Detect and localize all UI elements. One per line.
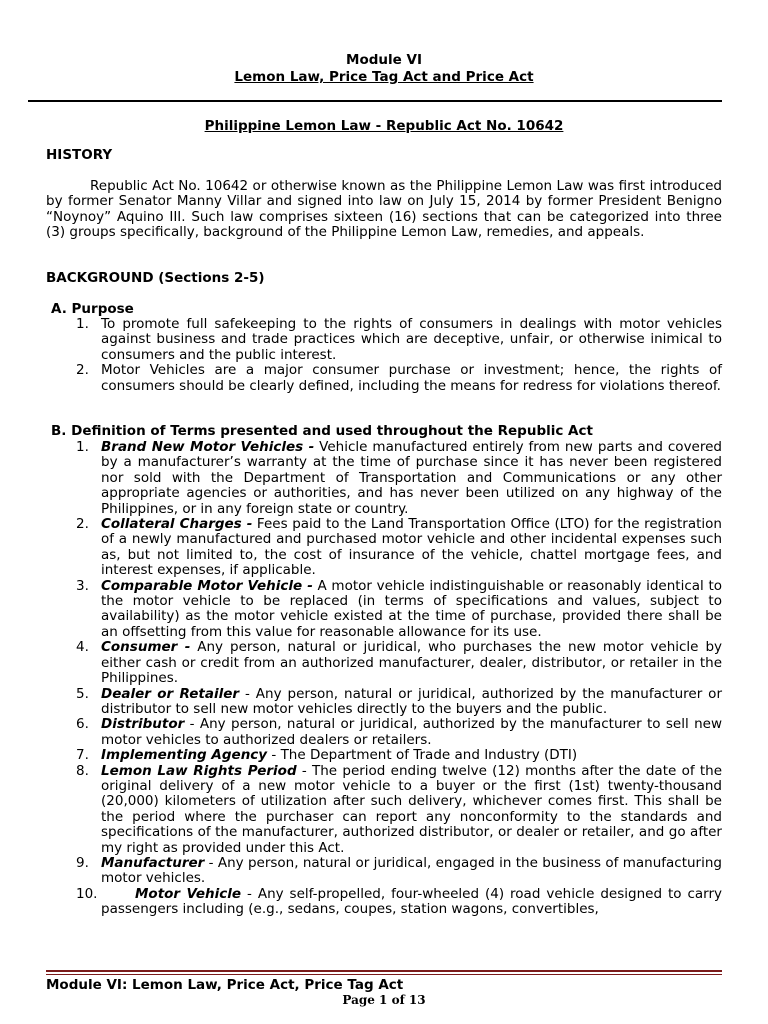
term-label: Consumer - [101,639,191,656]
purpose-list [46,317,722,394]
term-label: Implementing Agency [101,747,268,764]
section-subtitle: Philippine Lemon Law - Republic Act No. 10642 [204,118,564,134]
term-label: Manufacturer [101,854,205,871]
footer-divider-thin [46,974,722,975]
list-item: 10. Motor Vehicle - Any self-propelled, four-wheeled (4) road vehicle designed to carry passengers including (e.g., sedans, coupes, station wagons, convertibles, [76,885,722,918]
list-item: 1. Brand New Motor Vehicles - Vehicle manufactured entirely from new parts and covered by a manufacturer’s warranty at the time of purchase since it has never been registered nor sold with the Department of Transportation and Communications or any other appropriate agencies or authorities, and has never been utilized on any highway of the Philippines, or in any foreign state or country. [76,439,722,517]
footer-divider [46,970,722,972]
page-number: Page 1 of 13 [342,993,426,1007]
term-label: Comparable Motor Vehicle - [101,577,313,594]
purpose-heading: A. Purpose [51,301,134,317]
list-item: 7. Implementing Agency - The Department of Trade and Industry (DTI) [76,747,578,764]
definitions-heading: B. Definition of Terms presented and used throughout the Republic Act [51,423,593,439]
definitions-list [46,440,722,918]
footer-title: Module VI: Lemon Law, Price Act, Price Tag Act [46,977,404,993]
list-item: 5. Dealer or Retailer - Any person, natural or juridical, authorized by the manufacturer or distributor to sell new motor vehicles directly to the buyers and the public. [76,685,722,717]
list-item: 6. Distributor - Any person, natural or juridical, authorized by the manufacturer to sell new motor vehicles to authorized dealers or retailers. [76,716,722,748]
term-label: Lemon Law Rights Period [101,762,297,779]
module-title: Lemon Law, Price Tag Act and Price Act [234,69,534,85]
term-label: Dealer or Retailer [101,685,240,702]
module-number: Module VI [346,52,422,68]
list-item: 2. Collateral Charges - Fees paid to the Land Transportation Office (LTO) for the registration of a newly manufactured and purchased motor vehicle and other incidental expenses such as, but not limited to, the cost of insurance of the vehicle, chattel mortgage fees, and interest expenses, if applicable. [76,516,722,579]
header-divider [28,100,722,102]
background-heading: BACKGROUND (Sections 2-5) [46,270,265,286]
list-item: 1. To promote full safekeeping to the rights of consumers in dealings with motor vehicles against business and trade practices which are deceptive, unfair, or otherwise inimical to consumers and the public interest. [76,316,722,363]
term-label: Distributor [101,716,185,733]
list-item: 3. Comparable Motor Vehicle - A motor vehicle indistinguishable or reasonably identical to the motor vehicle to be replaced (in terms of specifications and values, subject to availability) as the motor vehicle existed at the time of purchase, provided there shall be an offsetting from this value for reasonable allowance for its use. [76,577,722,640]
history-paragraph: Republic Act No. 10642 or otherwise known as the Philippine Lemon Law was first introduced by former Senator Manny Villar and signed into law on July 15, 2014 by former President Benigno “Noynoy” Aquino III. Such law comprises sixteen (16) sections that can be categorized into three (3) groups specifically, background of the Philippine Lemon Law, remedies, and appeals. [46,178,722,241]
term-label: Motor Vehicle [135,885,242,902]
term-label: Brand New Motor Vehicles - [101,439,315,455]
list-item: 8. Lemon Law Rights Period - The period ending twelve (12) months after the date of the original delivery of a new motor vehicle to a buyer or the first (1st) twenty-thousand (20,000) kilometers of utilization after such delivery, whichever comes first. This shall be the period where the purchaser can report any nonconformity to the standards and specifications of the manufacturer, authorized distributor, or dealer or retailer, and go after my right as provided under this Act. [76,762,722,856]
list-item: 2. Motor Vehicles are a major consumer purchase or investment; hence, the rights of consumers should be clearly defined, including the means for redress for violations thereof. [76,362,722,394]
term-label: Collateral Charges - [101,516,253,533]
history-heading: HISTORY [46,147,113,163]
list-item: 9. Manufacturer - Any person, natural or juridical, engaged in the business of manufacturing motor vehicles. [76,854,722,887]
list-item: 4. Consumer - Any person, natural or juridical, who purchases the new motor vehicle by either cash or credit from an authorized manufacturer, dealer, distributor, or retailer in the Philippines. [76,639,722,687]
